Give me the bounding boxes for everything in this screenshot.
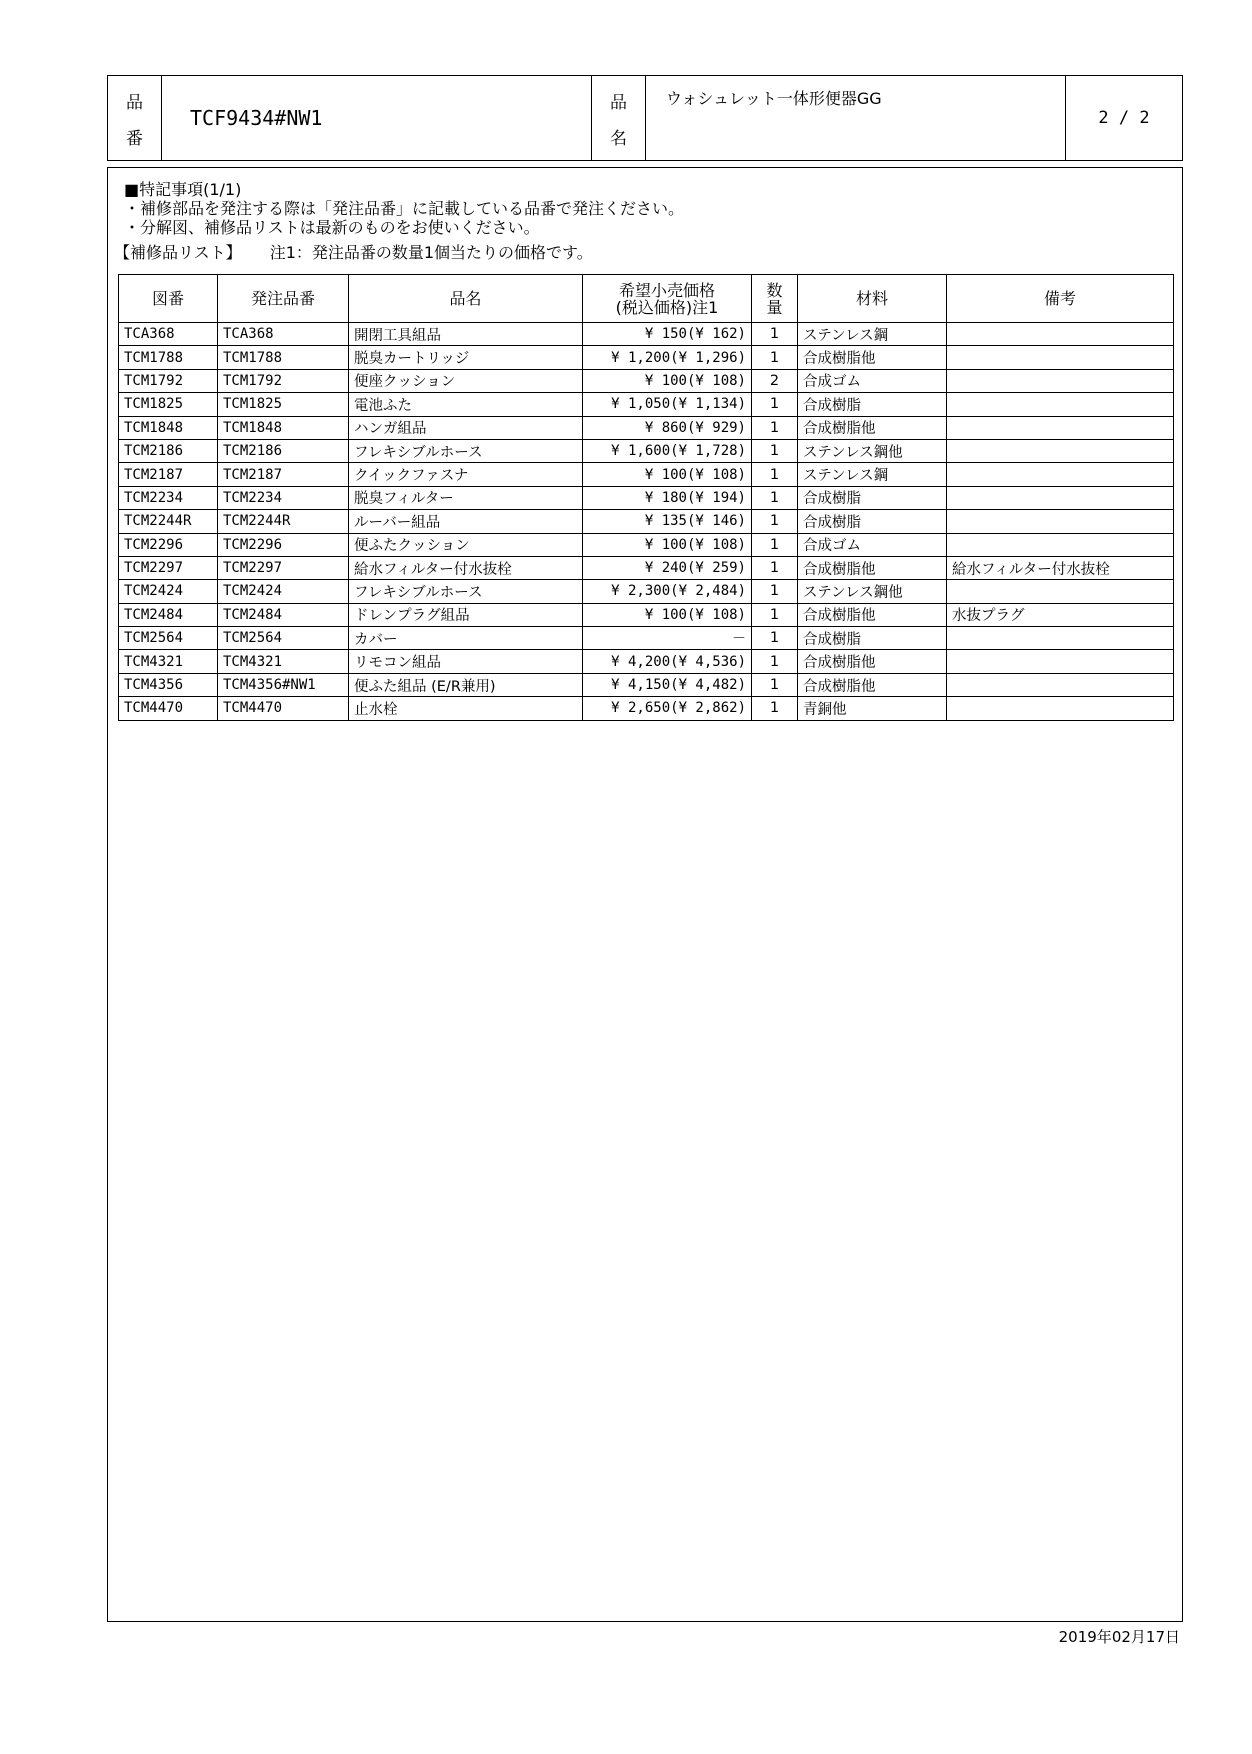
cell-price: ¥ 240(¥ 259) [583, 556, 752, 579]
cell-price: ¥ 100(¥ 108) [583, 533, 752, 556]
cell-fig-no: TCM4470 [119, 697, 218, 720]
cell-remarks [947, 627, 1174, 650]
cell-qty: 1 [752, 416, 798, 439]
cell-remarks [947, 416, 1174, 439]
table-row [119, 580, 1174, 603]
cell-remarks: 水抜プラグ [947, 603, 1174, 626]
cell-fig-no: TCM2424 [119, 580, 218, 603]
cell-qty: 1 [752, 650, 798, 673]
cell-remarks [947, 697, 1174, 720]
cell-order-no: TCM2564 [218, 627, 349, 650]
cell-remarks [947, 463, 1174, 486]
cell-qty: 1 [752, 533, 798, 556]
special-notes [124, 180, 684, 237]
table-row [119, 673, 1174, 696]
col-header-price [583, 275, 752, 323]
part-number-label-char-1: 品 [126, 92, 143, 113]
cell-price: ¥ 100(¥ 108) [583, 463, 752, 486]
cell-order-no: TCM4356#NW1 [218, 673, 349, 696]
cell-remarks [947, 673, 1174, 696]
col-header-order-no: 発注品番 [218, 275, 349, 323]
cell-qty: 1 [752, 463, 798, 486]
table-header-row [119, 275, 1174, 323]
col-header-fig-no: 図番 [119, 275, 218, 323]
cell-fig-no: TCM1825 [119, 393, 218, 416]
table-row [119, 697, 1174, 720]
part-number-label [108, 76, 162, 160]
notes-line: ・補修部品を発注する際は「発注品番」に記載している品番で発注ください。 [124, 199, 685, 218]
cell-name: カバー [349, 627, 583, 650]
cell-order-no: TCM2297 [218, 556, 349, 579]
cell-material: 合成樹脂 [798, 510, 947, 533]
cell-remarks [947, 323, 1174, 346]
cell-fig-no: TCM2234 [119, 486, 218, 509]
cell-remarks [947, 439, 1174, 462]
cell-qty: 1 [752, 627, 798, 650]
cell-remarks [947, 369, 1174, 392]
table-row [119, 650, 1174, 673]
parts-list-heading [114, 240, 593, 263]
cell-fig-no: TCM1788 [119, 346, 218, 369]
cell-name: 給水フィルター付水抜栓 [349, 556, 583, 579]
cell-fig-no: TCM2296 [119, 533, 218, 556]
cell-order-no: TCM1848 [218, 416, 349, 439]
product-name-label-char-1: 品 [610, 92, 627, 113]
cell-name: 便ふたクッション [349, 533, 583, 556]
cell-material: 合成樹脂他 [798, 346, 947, 369]
cell-remarks [947, 393, 1174, 416]
cell-order-no: TCM1788 [218, 346, 349, 369]
part-number-label-char-2: 番 [126, 128, 143, 149]
cell-price: － [583, 627, 752, 650]
page-number: 2 / 2 [1098, 108, 1150, 128]
cell-name: ドレンプラグ組品 [349, 603, 583, 626]
main-frame [107, 167, 1183, 1622]
cell-remarks [947, 510, 1174, 533]
cell-name: 脱臭カートリッジ [349, 346, 583, 369]
col-header-qty-line1: 数 [766, 280, 783, 300]
table-row [119, 439, 1174, 462]
cell-fig-no: TCM1848 [119, 416, 218, 439]
cell-qty: 1 [752, 697, 798, 720]
cell-fig-no: TCM2187 [119, 463, 218, 486]
cell-qty: 1 [752, 346, 798, 369]
cell-material: 合成ゴム [798, 533, 947, 556]
cell-price: ¥ 180(¥ 194) [583, 486, 752, 509]
cell-price: ¥ 2,650(¥ 2,862) [583, 697, 752, 720]
cell-name: 便座クッション [349, 369, 583, 392]
cell-fig-no: TCM2484 [119, 603, 218, 626]
cell-fig-no: TCM4356 [119, 673, 218, 696]
table-row [119, 533, 1174, 556]
cell-qty: 1 [752, 673, 798, 696]
cell-name: フレキシブルホース [349, 580, 583, 603]
cell-material: 合成樹脂他 [798, 673, 947, 696]
cell-remarks [947, 580, 1174, 603]
cell-material: ステンレス鋼 [798, 323, 947, 346]
cell-material: 合成樹脂他 [798, 650, 947, 673]
table-row [119, 603, 1174, 626]
table-row [119, 323, 1174, 346]
cell-price: ¥ 4,150(¥ 4,482) [583, 673, 752, 696]
col-header-qty-line2: 量 [766, 297, 783, 317]
table-row [119, 346, 1174, 369]
cell-qty: 1 [752, 393, 798, 416]
part-number-value: TCF9434#NW1 [162, 76, 592, 160]
notes-title: ■特記事項(1/1) [124, 180, 242, 199]
cell-fig-no: TCA368 [119, 323, 218, 346]
table-row [119, 463, 1174, 486]
cell-order-no: TCM2424 [218, 580, 349, 603]
cell-fig-no: TCM4321 [119, 650, 218, 673]
cell-fig-no: TCM2297 [119, 556, 218, 579]
cell-material: 青銅他 [798, 697, 947, 720]
cell-material: 合成ゴム [798, 369, 947, 392]
cell-price: ¥ 2,300(¥ 2,484) [583, 580, 752, 603]
cell-order-no: TCM1792 [218, 369, 349, 392]
table-row [119, 556, 1174, 579]
col-header-remarks: 備考 [947, 275, 1174, 323]
cell-order-no: TCM2186 [218, 439, 349, 462]
cell-material: 合成樹脂他 [798, 603, 947, 626]
product-name-label [592, 76, 646, 160]
cell-material: 合成樹脂他 [798, 416, 947, 439]
table-row [119, 627, 1174, 650]
col-header-material: 材料 [798, 275, 947, 323]
cell-qty: 1 [752, 486, 798, 509]
cell-price: ¥ 100(¥ 108) [583, 369, 752, 392]
cell-material: ステンレス鋼 [798, 463, 947, 486]
cell-price: ¥ 1,200(¥ 1,296) [583, 346, 752, 369]
cell-order-no: TCM1825 [218, 393, 349, 416]
table-row [119, 416, 1174, 439]
col-header-price-line2: (税込価格)注1 [615, 297, 719, 317]
cell-name: 電池ふた [349, 393, 583, 416]
cell-name: リモコン組品 [349, 650, 583, 673]
col-header-name: 品名 [349, 275, 583, 323]
header-box [107, 75, 1183, 161]
cell-remarks [947, 346, 1174, 369]
cell-price: ¥ 100(¥ 108) [583, 603, 752, 626]
cell-price: ¥ 135(¥ 146) [583, 510, 752, 533]
cell-qty: 1 [752, 323, 798, 346]
price-note: 注1：発注品番の数量1個当たりの価格です。 [269, 243, 593, 262]
cell-price: ¥ 1,600(¥ 1,728) [583, 439, 752, 462]
cell-order-no: TCA368 [218, 323, 349, 346]
cell-price: ¥ 4,200(¥ 4,536) [583, 650, 752, 673]
cell-price: ¥ 150(¥ 162) [583, 323, 752, 346]
table-row [119, 393, 1174, 416]
cell-name: 脱臭フィルター [349, 486, 583, 509]
cell-qty: 1 [752, 603, 798, 626]
issue-date: 2019年02月17日 [1058, 1628, 1180, 1646]
cell-order-no: TCM2244R [218, 510, 349, 533]
cell-order-no: TCM4321 [218, 650, 349, 673]
cell-qty: 1 [752, 556, 798, 579]
parts-table [118, 274, 1174, 721]
cell-remarks: 給水フィルター付水抜栓 [947, 556, 1174, 579]
table-row [119, 510, 1174, 533]
cell-order-no: TCM2296 [218, 533, 349, 556]
cell-name: フレキシブルホース [349, 439, 583, 462]
cell-remarks [947, 486, 1174, 509]
cell-fig-no: TCM1792 [119, 369, 218, 392]
col-header-price-line1: 希望小売価格 [618, 280, 715, 300]
cell-fig-no: TCM2244R [119, 510, 218, 533]
cell-material: ステンレス鋼他 [798, 580, 947, 603]
cell-order-no: TCM2187 [218, 463, 349, 486]
col-header-qty [752, 275, 798, 323]
table-row [119, 486, 1174, 509]
cell-material: 合成樹脂 [798, 627, 947, 650]
cell-price: ¥ 1,050(¥ 1,134) [583, 393, 752, 416]
cell-material: 合成樹脂他 [798, 556, 947, 579]
cell-price: ¥ 860(¥ 929) [583, 416, 752, 439]
parts-list-title: 【補修品リスト】 [114, 243, 242, 262]
cell-name: ルーバー組品 [349, 510, 583, 533]
cell-material: ステンレス鋼他 [798, 439, 947, 462]
cell-remarks [947, 533, 1174, 556]
cell-name: 便ふた組品 (E/R兼用) [349, 673, 583, 696]
cell-qty: 1 [752, 439, 798, 462]
cell-name: クイックファスナ [349, 463, 583, 486]
product-name-label-char-2: 名 [610, 128, 627, 149]
cell-remarks [947, 650, 1174, 673]
notes-line: ・分解図、補修品リストは最新のものをお使いください。 [124, 218, 540, 237]
cell-name: ハンガ組品 [349, 416, 583, 439]
cell-order-no: TCM2484 [218, 603, 349, 626]
cell-name: 止水栓 [349, 697, 583, 720]
cell-fig-no: TCM2564 [119, 627, 218, 650]
cell-qty: 1 [752, 510, 798, 533]
cell-material: 合成樹脂 [798, 393, 947, 416]
cell-order-no: TCM4470 [218, 697, 349, 720]
cell-fig-no: TCM2186 [119, 439, 218, 462]
product-name-value: ウォシュレット一体形便器GG [646, 76, 1066, 160]
cell-qty: 2 [752, 369, 798, 392]
cell-order-no: TCM2234 [218, 486, 349, 509]
cell-material: 合成樹脂 [798, 486, 947, 509]
cell-qty: 1 [752, 580, 798, 603]
table-row [119, 369, 1174, 392]
cell-name: 開閉工具組品 [349, 323, 583, 346]
